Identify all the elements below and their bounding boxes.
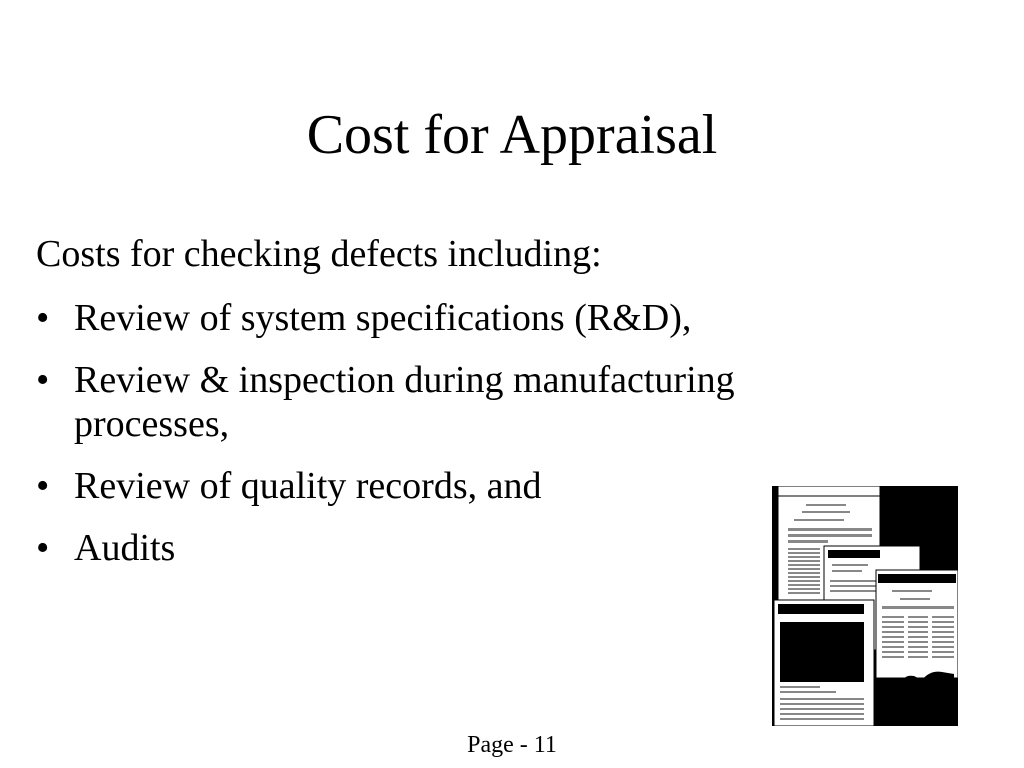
bullet-item-quality-records bbox=[36, 464, 896, 508]
bullet-item-specifications bbox=[36, 296, 896, 340]
bullet-icon: • bbox=[36, 359, 50, 401]
page-number: Page - 11 bbox=[467, 732, 557, 758]
newspaper-clipart-icon bbox=[772, 486, 958, 726]
bullet-text: Review of system specifications (R&D), bbox=[74, 297, 692, 339]
bullet-list bbox=[36, 296, 896, 570]
bullet-item-inspection bbox=[36, 358, 896, 446]
bullet-text: Audits bbox=[74, 527, 176, 569]
bullet-text: Review & inspection during manufacturing processes, bbox=[74, 359, 735, 445]
bullet-icon: • bbox=[36, 527, 50, 569]
bullet-text: Review of quality records, and bbox=[74, 465, 542, 507]
intro-text: Costs for checking defects including: bbox=[36, 233, 602, 275]
bullet-icon: • bbox=[36, 465, 50, 507]
bullet-item-audits bbox=[36, 526, 896, 570]
slide-body bbox=[36, 232, 896, 588]
slide-title: Cost for Appraisal bbox=[306, 104, 718, 166]
bullet-icon: • bbox=[36, 297, 50, 339]
